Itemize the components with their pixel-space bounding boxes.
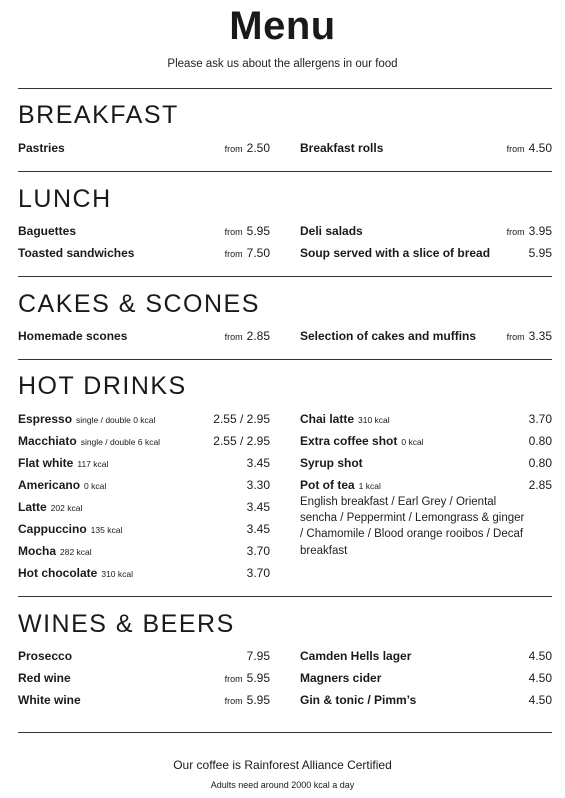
menu-item: Cappuccino 135 kcal 3.45 xyxy=(18,522,270,536)
section-title-breakfast: BREAKFAST xyxy=(18,101,179,129)
menu-item: Flat white 117 kcal 3.45 xyxy=(18,456,270,470)
divider xyxy=(18,276,552,277)
menu-item: Deli salads from 3.95 xyxy=(300,224,552,238)
allergen-note: Please ask us about the allergens in our food xyxy=(167,58,398,70)
menu-item: Red wine from 5.95 xyxy=(18,671,270,685)
menu-item: Baguettes from 5.95 xyxy=(18,224,270,238)
divider xyxy=(18,596,552,597)
divider xyxy=(18,359,552,360)
menu-item: Toasted sandwiches from 7.50 xyxy=(18,246,270,260)
divider xyxy=(18,171,552,172)
menu-item: Pot of tea 1 kcal 2.85 xyxy=(300,478,552,492)
menu-item: Soup served with a slice of bread 5.95 xyxy=(300,246,552,260)
section-title-lunch: LUNCH xyxy=(18,185,112,213)
menu-item: Breakfast rolls from 4.50 xyxy=(300,141,552,155)
tea-options: English breakfast / Earl Grey / Oriental sencha / Peppermint / Lemongrass & ginger / Chamomile / Blood orange rooibos / Decaf breakfast xyxy=(300,496,525,557)
menu-item: Homemade scones from 2.85 xyxy=(18,329,270,343)
menu-item: Syrup shot 0.80 xyxy=(300,456,552,470)
menu-item: Macchiato single / double 6 kcal 2.55 / 2.95 xyxy=(18,434,270,448)
kcal-guidance-note: Adults need around 2000 kcal a day xyxy=(210,780,355,790)
section-title-hot-drinks: HOT DRINKS xyxy=(18,372,187,400)
coffee-certification-note: Our coffee is Rainforest Alliance Certified xyxy=(173,758,392,772)
menu-item: Mocha 282 kcal 3.70 xyxy=(18,544,270,558)
menu-item: Americano 0 kcal 3.30 xyxy=(18,478,270,492)
divider xyxy=(18,732,552,733)
page-title: Menu xyxy=(229,4,336,48)
menu-item: Extra coffee shot 0 kcal 0.80 xyxy=(300,434,552,448)
menu-item: Gin & tonic / Pimm’s 4.50 xyxy=(300,693,552,707)
menu-item: Prosecco 7.95 xyxy=(18,649,270,663)
menu-item: Pastries from 2.50 xyxy=(18,141,270,155)
divider xyxy=(18,88,552,89)
section-title-cakes-scones: CAKES & SCONES xyxy=(18,290,260,318)
menu-item: Hot chocolate 310 kcal 3.70 xyxy=(18,566,270,580)
menu-item: Chai latte 310 kcal 3.70 xyxy=(300,412,552,426)
menu-item: Magners cider 4.50 xyxy=(300,671,552,685)
section-title-wines-beers: WINES & BEERS xyxy=(18,610,235,638)
menu-item: Espresso single / double 0 kcal 2.55 / 2.95 xyxy=(18,412,270,426)
menu-item: Camden Hells lager 4.50 xyxy=(300,649,552,663)
menu-item: White wine from 5.95 xyxy=(18,693,270,707)
menu-item: Selection of cakes and muffins from 3.35 xyxy=(300,329,552,343)
menu-item: Latte 202 kcal 3.45 xyxy=(18,500,270,514)
